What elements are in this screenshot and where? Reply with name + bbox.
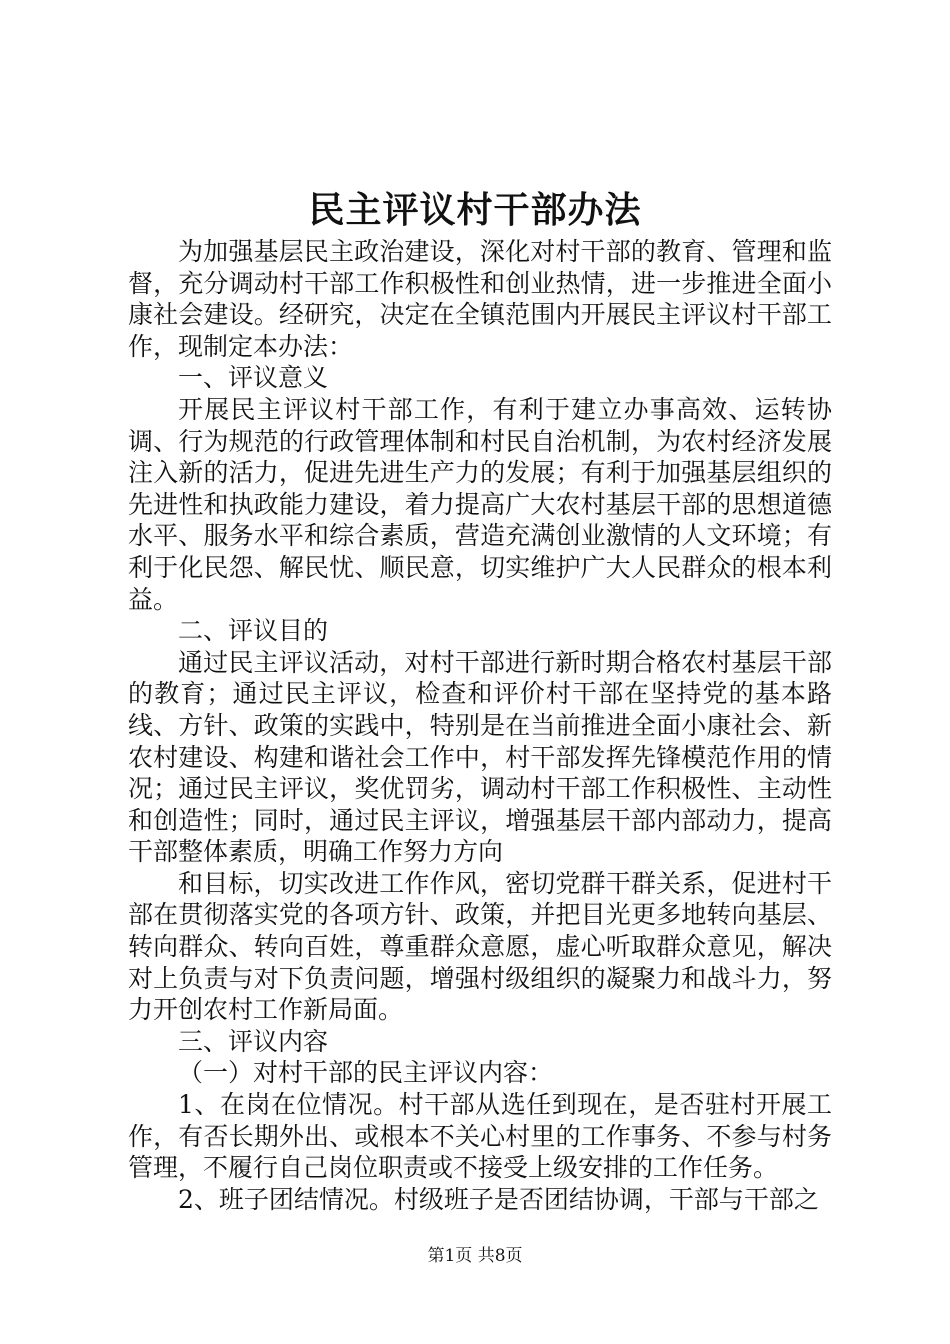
paragraph-significance: 开展民主评议村干部工作，有利于建立办事高效、运转协调、行为规范的行政管理体制和村民自治机制，为农村经济发展注入新的活力，促进先进生产力的发展；有利于加强基层组织的先进性和执政能力建设，着力提高广大农村基层干部的思想道德水平、服务水平和综合素质，营造充满创业激情的人文环境；有利于化民怨、解民忧、顺民意，切实维护广大人民群众的根本利益。 <box>128 394 832 614</box>
paragraph-purpose-continued: 和目标，切实改进工作作风，密切党群干群关系，促进村干部在贯彻落实党的各项方针、政策，并把目光更多地转向基层、转向群众、转向百姓，尊重群众意愿，虚心听取群众意见，解决对上负责与对下负责问题，增强村级组织的凝聚力和战斗力，努力开创农村工作新局面。 <box>128 868 832 1025</box>
document-body <box>128 236 832 1215</box>
list-item-1: 1、在岗在位情况。村干部从选任到现在，是否驻村开展工作，有否长期外出、或根本不关心村里的工作事务、不参与村务管理，不履行自己岗位职责或不接受上级安排的工作任务。 <box>128 1090 832 1183</box>
section-heading-1: 一、评议意义 <box>178 363 329 393</box>
paragraph-purpose: 通过民主评议活动，对村干部进行新时期合格农村基层干部的教育；通过民主评议，检查和评价村干部在坚持党的基本路线、方针、政策的实践中，特别是在当前推进全面小康社会、新农村建设、构建和谐社会工作中，村干部发挥先锋模范作用的情况；通过民主评议，奖优罚劣，调动村干部工作积极性、主动性和创造性；同时，通过民主评议，增强基层干部内部动力，提高干部整体素质，明确工作努力方向 <box>128 647 832 867</box>
section-heading-2: 二、评议目的 <box>178 616 329 646</box>
list-item-2: 2、班子团结情况。村级班子是否团结协调，干部与干部之 <box>178 1184 819 1214</box>
subsection-heading-1: （一）对村干部的民主评议内容： <box>178 1058 554 1088</box>
page-number: 第1页 共8页 <box>427 1246 523 1266</box>
document-title: 民主评议村干部办法 <box>308 189 642 231</box>
paragraph-intro: 为加强基层民主政治建设，深化对村干部的教育、管理和监督，充分调动村干部工作积极性和创业热情，进一步推进全面小康社会建设。经研究，决定在全镇范围内开展民主评议村干部工作，现制定本办法： <box>128 237 832 361</box>
section-heading-3: 三、评议内容 <box>178 1026 329 1056</box>
